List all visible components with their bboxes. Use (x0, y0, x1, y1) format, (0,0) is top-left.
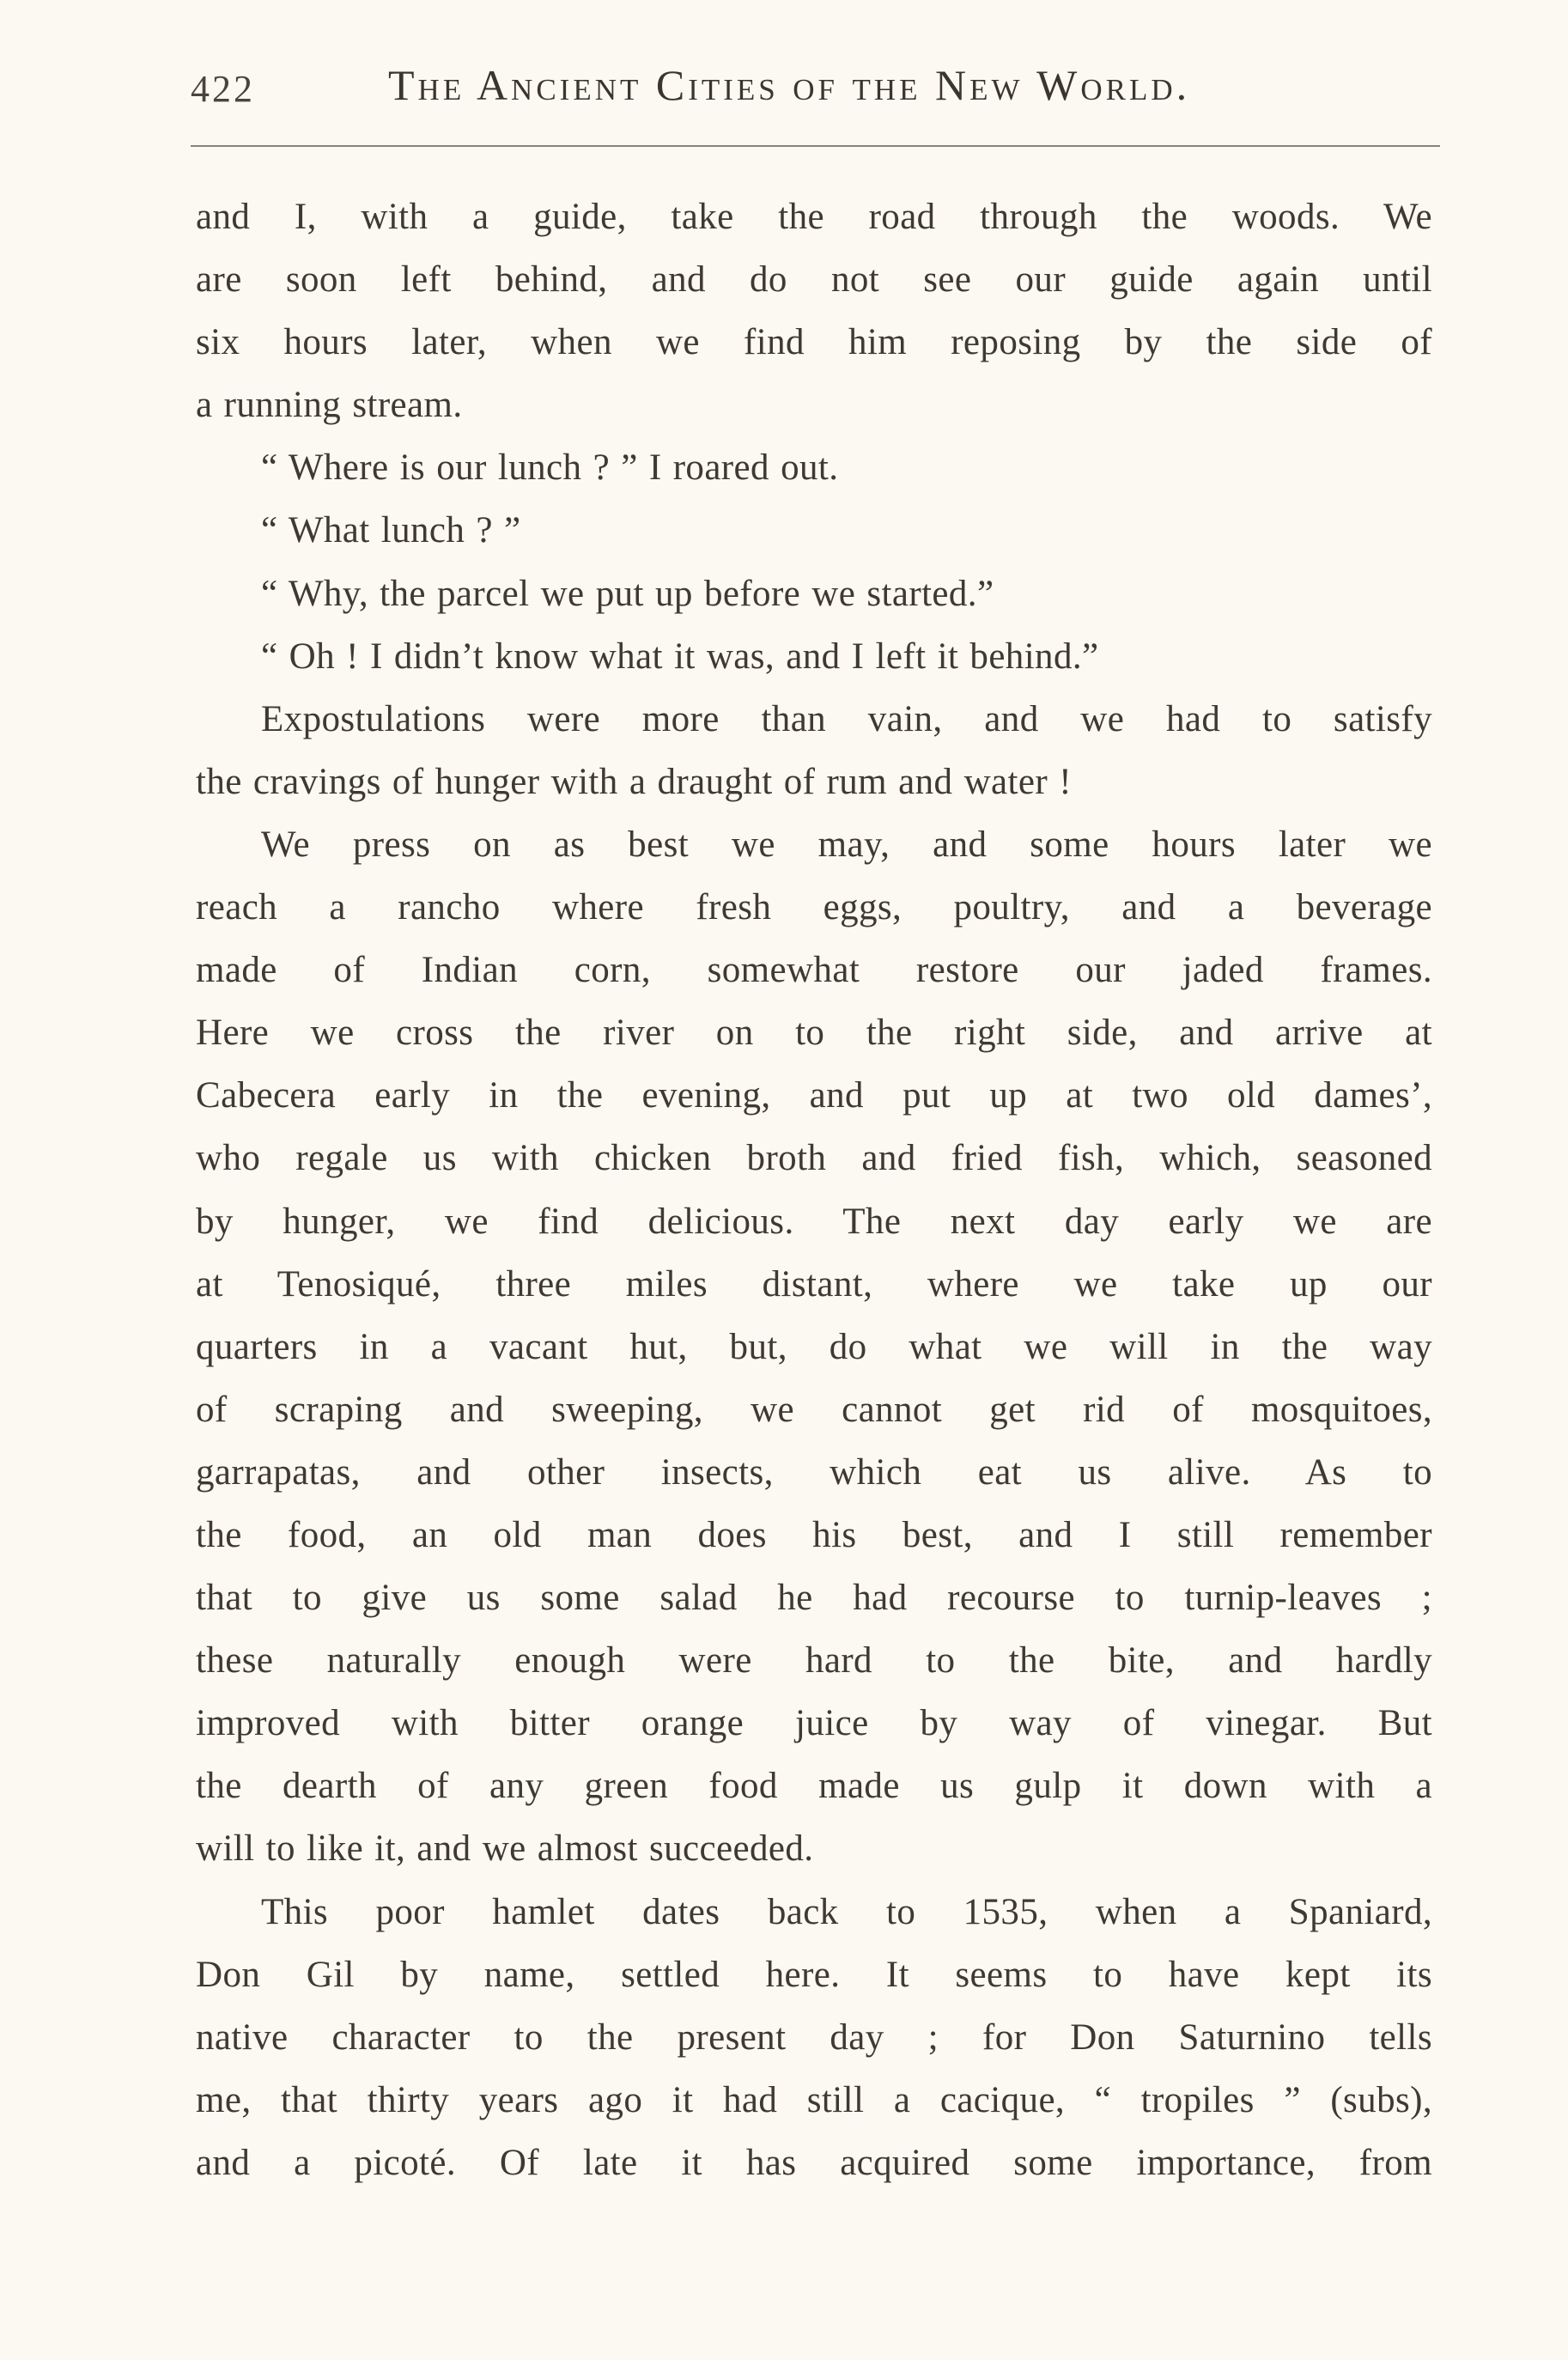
text-line: reach a rancho where fresh eggs, poultry, and a beverage (196, 887, 1432, 928)
text-line: and I, with a guide, take the road through the woods. We (196, 197, 1432, 237)
header-rule (191, 145, 1440, 147)
running-title: The Ancient Cities of the New World. (388, 61, 1191, 109)
text-line: quarters in a vacant hut, but, do what we will in the way (196, 1326, 1432, 1367)
text-line: the cravings of hunger with a draught of rum and water ! (196, 761, 1072, 802)
running-head (191, 60, 1444, 129)
text-line: “ Where is our lunch ? ” I roared out. (261, 447, 839, 489)
text-line: these naturally enough were hard to the bite, and hardly (196, 1640, 1432, 1682)
text-line: Don Gil by name, settled here. It seems to have kept its (196, 1954, 1432, 1995)
text-line: are soon left behind, and do not see our guide again until (196, 259, 1432, 301)
text-line: will to like it, and we almost succeeded. (196, 1828, 814, 1870)
page-number: 422 (191, 68, 255, 110)
text-line: garrapatas, and other insects, which eat us alive. As to (196, 1451, 1432, 1493)
text-line: made of Indian corn, somewhat restore our jaded frames. (196, 950, 1432, 991)
text-line: me, that thirty years ago it had still a cacique, “ tropiles ” (subs), (196, 2079, 1432, 2120)
body-text (196, 186, 1432, 2194)
text-line: Expostulations were more than vain, and we had to satisfy (261, 698, 1432, 739)
text-line: of scraping and sweeping, we cannot get rid of mosquitoes, (196, 1389, 1432, 1430)
text-line: at Tenosiqué, three miles distant, where we take up our (196, 1263, 1432, 1305)
text-line: We press on as best we may, and some hours later we (261, 824, 1432, 865)
text-line: by hunger, we find delicious. The next day early we are (196, 1201, 1432, 1242)
text-line: improved with bitter orange juice by way of vinegar. But (196, 1703, 1432, 1744)
text-line: Here we cross the river on to the right side, and arrive at (196, 1013, 1432, 1054)
text-line: native character to the present day ; for Don Saturnino tells (196, 2016, 1432, 2058)
text-line: the food, an old man does his best, and I still remember (196, 1514, 1432, 1555)
text-line: the dearth of any green food made us gulp it down with a (196, 1766, 1432, 1807)
text-line: “ Why, the parcel we put up before we started.” (261, 573, 994, 614)
text-line: a running stream. (196, 385, 463, 426)
text-line: “ What lunch ? ” (261, 510, 521, 551)
text-line: “ Oh ! I didn’t know what it was, and I left it behind.” (261, 636, 1099, 677)
text-line: Cabecera early in the evening, and put up at two old dames’, (196, 1075, 1432, 1116)
text-line: and a picoté. Of late it has acquired some importance, from (196, 2142, 1432, 2183)
text-line: This poor hamlet dates back to 1535, when a Spaniard, (261, 1891, 1432, 1932)
text-line: that to give us some salad he had recourse to turnip-leaves ; (196, 1578, 1432, 1619)
text-line: who regale us with chicken broth and fried fish, which, seasoned (196, 1138, 1432, 1179)
text-line: six hours later, when we find him reposing by the side of (196, 322, 1432, 363)
